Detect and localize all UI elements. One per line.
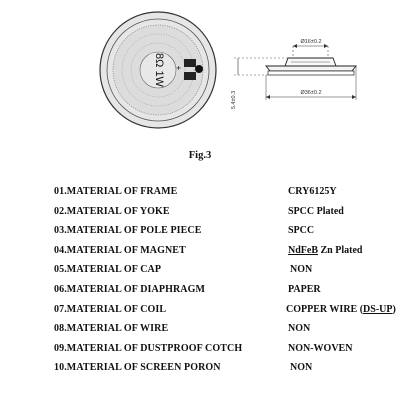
material-row-diaphragm [54,282,400,302]
speaker-drawing [0,0,400,140]
material-value: NON-WOVEN [288,342,353,354]
material-row-wire [54,321,400,341]
material-row-dustproof [54,341,400,361]
material-value-rest: Zn Plated [318,244,363,256]
side-frame [266,66,356,71]
material-row-frame [54,184,400,204]
material-label: 07.MATERIAL OF COIL [54,303,167,315]
material-row-magnet [54,243,400,263]
material-label: 06.MATERIAL OF DIAPHRAGM [54,283,206,295]
material-value: NON [288,323,311,335]
figure-caption: Fig.3 [188,150,212,161]
material-value [288,245,362,256]
material-label: 01.MATERIAL OF FRAME [54,186,178,197]
dim-outer-label: Ø36±0.2 [300,90,322,96]
material-value [286,304,396,315]
material-label: 05.MATERIAL OF CAP [54,264,162,276]
speaker-drawing-svg [0,0,400,140]
solder-tab-bottom [184,72,196,80]
material-row-coil [54,302,400,322]
material-value: CRY6125Y [288,186,337,197]
material-row-yoke [54,204,400,224]
material-label: 02.MATERIAL OF YOKE [54,205,170,217]
material-label: 03.MATERIAL OF POLE PIECE [54,225,202,237]
materials-table [54,184,400,380]
side-base [268,71,354,75]
material-value: SPCC [288,225,315,237]
dim-inner-label: Ø16±0.2 [300,39,322,45]
speaker-top-view [100,12,216,128]
material-label: 09.MATERIAL OF DUSTPROOF COTCH [54,342,243,354]
material-value: NON [290,362,313,374]
solder-dot [195,65,203,73]
speaker-marking: 8Ω 1W [153,53,165,87]
material-row-pole-piece [54,223,400,243]
material-label: 04.MATERIAL OF MAGNET [54,244,186,256]
material-label: 08.MATERIAL OF WIRE [54,323,169,335]
material-value-underlined: NdFeB [288,244,318,256]
dim-height-label: 5.4±0.3 [231,90,237,110]
material-row-cap [54,262,400,282]
plus-sign: + [174,65,183,71]
material-value-pre: COPPER WIRE ( [286,303,364,315]
material-value-underlined: DS-UP [363,303,393,315]
material-label: 10.MATERIAL OF SCREEN PORON [54,362,221,374]
material-row-screen-poron [54,360,400,380]
material-value: NON [290,264,313,276]
speaker-side-view [231,39,356,109]
material-value: SPCC Plated [288,205,344,217]
material-value-post: ) [392,303,396,315]
solder-tab-top [184,59,196,67]
material-value: PAPER [288,283,321,295]
